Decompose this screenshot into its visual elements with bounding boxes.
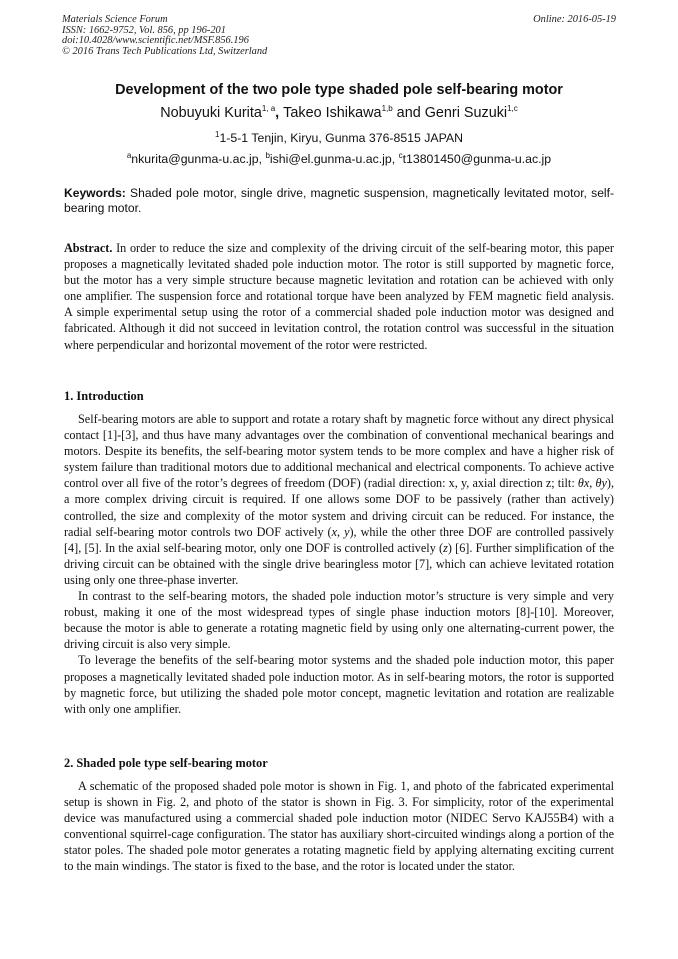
- doi-line: doi:10.4028/www.scientific.net/MSF.856.196: [62, 35, 249, 47]
- math-symbol: θx: [577, 476, 590, 491]
- section2-body: [64, 778, 614, 875]
- author-list: Nobuyuki Kurita$^{1, a}$, Takeo Ishikawa$^{1,b}$ and Genri Suzuki$^{1,c}$: [160, 104, 518, 121]
- author-superscript: 1, a: [261, 104, 276, 114]
- paragraph-text: ), a more complex driving circuit is required. If one allows some DOF to be passively (rather than actively) controlled, the size and complexity of the motor system and driving circuit can be reduced. For instance, the radial self-bearing motor controls two DOF actively (: [64, 476, 615, 539]
- email-link[interactable]: ishi@el.gunma-u.ac.jp,: [269, 152, 399, 166]
- email-link[interactable]: nkurita@gunma-u.ac.jp,: [131, 152, 266, 166]
- author-name: Takeo Ishikawa: [283, 105, 382, 121]
- email-list: [0, 152, 678, 166]
- author-name: Genri Suzuki: [424, 105, 508, 121]
- keywords: [64, 186, 614, 216]
- math-symbol: θy: [595, 476, 607, 491]
- paragraph-text: ), while the other three DOF are controlled passively [4], [5]. In the axial self-bearing motor, only one DOF is controlled actively (: [64, 524, 614, 555]
- math-symbol: z: [443, 540, 448, 555]
- introduction-body: [64, 411, 614, 717]
- math-symbol: x, y: [331, 524, 350, 539]
- abstract: [64, 240, 614, 353]
- author-name: Nobuyuki Kurita: [160, 105, 262, 121]
- paragraph: To leverage the benefits of the self-bearing motor systems and the shaded pole induction motor, this paper proposes a magnetically levitated shaded pole induction motor. As in self-bearing motors, the rotor is supported by magnetic force, but utilizing the shaded pole motor concept, magnetic levitation and rotation are realizable with only one amplifier.: [64, 653, 614, 716]
- affiliation-superscript: 1: [214, 129, 220, 139]
- keywords-text: Shaded pole motor, single drive, magnetic suspension, magnetically levitated motor, self-bearing motor.: [64, 186, 614, 215]
- email-superscript: b: [265, 150, 270, 160]
- paragraph-text: Self-bearing motors are able to support and rotate a rotary shaft by magnetic force without any direct physical contact [1]-[3], and thus have many advantages over the combination of conventional mechanical bearings and motors. Despite its benefits, the self-bearing motor system tends to be more complex and have a higher risk of system failure than traditional motors due to additional mechanical and electrical components. To achieve active control over all five of the rotor’s degrees of freedom (DOF) (radial direction: x, y, axial direction z; tilt:: [64, 412, 614, 491]
- paper-title: Development of the two pole type shaded pole self-bearing motor: [115, 82, 563, 98]
- email-superscript: c: [398, 150, 403, 160]
- journal-name: Materials Science Forum: [62, 14, 168, 25]
- affiliation-text: 1-5-1 Tenjin, Kiryu, Gunma 376-8515 JAPAN: [219, 131, 463, 145]
- issn-line: ISSN: 1662-9752, Vol. 856, pp 196-201: [62, 24, 226, 36]
- section-heading-shaded-pole: 2. Shaded pole type self-bearing motor: [64, 756, 268, 770]
- section-heading-introduction: 1. Introduction: [64, 389, 144, 403]
- author-superscript: 1,b: [381, 104, 393, 114]
- paragraph: A schematic of the proposed shaded pole motor is shown in Fig. 1, and photo of the fabricated experimental setup is shown in Fig. 2, and photo of the stator is shown in Fig. 3. For simplicity, rotor of the experimental device was manufactured using a commercial shaded pole induction motor (NIDEC Servo KAJ55B4) with a conventional squirrel-cage configuration. The stator has auxiliary short-circuited windings along a portion of the stator poles. The shaded pole motor generates a rotating magnetic field by applying alternating exciting current to the main windings. The stator is fixed to the base, and the rotor is located under the stator.: [64, 779, 614, 874]
- email-link[interactable]: t13801450@gunma-u.ac.jp: [402, 152, 552, 166]
- punctuation: ,: [589, 476, 596, 491]
- author-superscript: 1,c: [507, 104, 518, 114]
- running-header: [62, 15, 616, 57]
- abstract-label: Abstract.: [64, 241, 113, 255]
- email-superscript: a: [126, 150, 132, 160]
- abstract-text: In order to reduce the size and complexity of the driving circuit of the self-bearing motor, this paper proposes a magnetically levitated shaded pole induction motor. The rotor is still supported by magnetic force, but the motor has a very simple structure because magnetic levitation and rotation can be achieved with only one amplifier. The suspension force and rotational torque have been analyzed by FEM magnetic field analysis. A simple experimental setup using the rotor of a commercial shaded pole induction motor was designed and fabricated. Although it did not succeed in levitation control, the rotation control was successful in the situation where perpendicular and horizontal movement of the rotor were restricted.: [64, 241, 614, 352]
- copyright-line: © 2016 Trans Tech Publications Ltd, Switzerland: [62, 45, 268, 57]
- author-conjunction: and: [392, 105, 425, 121]
- affiliation: [0, 131, 678, 145]
- keywords-label: Keywords:: [64, 186, 126, 200]
- online-date: Online: 2016-05-19: [533, 14, 616, 25]
- paragraph-text: ) [6]. Further simplification of the driving circuit can be obtained with the single drive bearingless motor [7], which can achieve levitated rotation using only one three-phase inverter.: [64, 540, 614, 587]
- paragraph: In contrast to the self-bearing motors, the shaded pole induction motor’s structure is very simple and very robust, making it one of the most widespread types of single phase induction motors [8]-[10]. Moreover, because the motor is able to generate a rotating magnetic field by using only one alternating-current power, the driving circuit is also very simple.: [64, 589, 614, 652]
- paragraph: [64, 411, 614, 588]
